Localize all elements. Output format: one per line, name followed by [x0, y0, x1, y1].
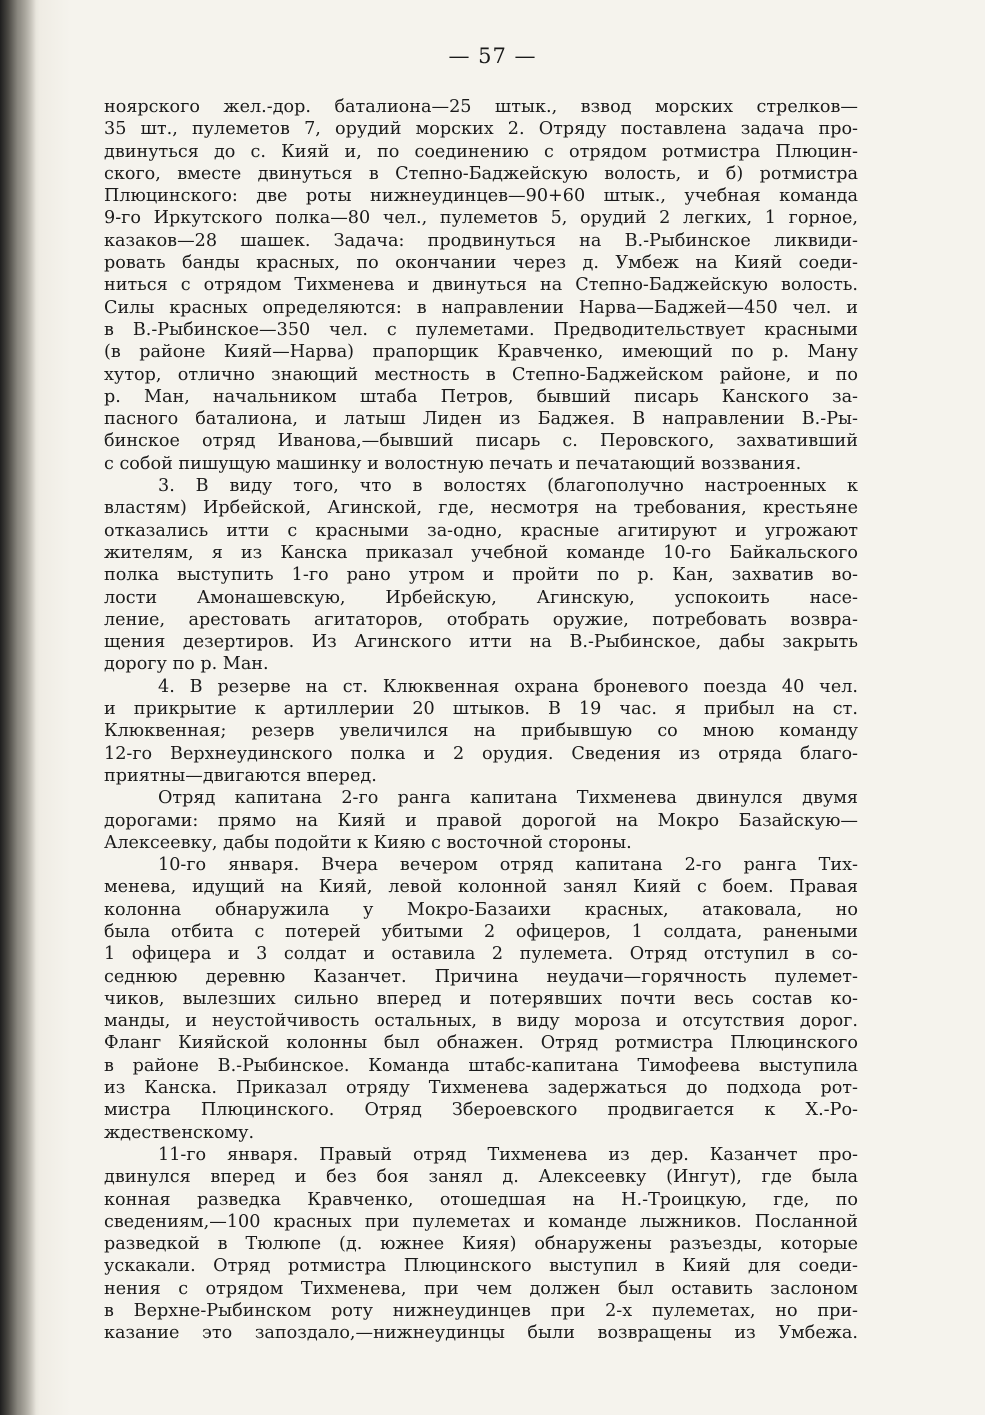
text-line: 1 офицера и 3 солдат и оставила 2 пулемета. Отряд отступил в со-	[104, 944, 858, 965]
text-line: Плюцинского: две роты нижнеудинцев—90+60 штык., учебная команда	[104, 186, 858, 207]
text-line: (в районе Кияй—Нарва) прапорщик Кравченко, имеющий по р. Ману	[104, 342, 858, 363]
text-line: конная разведка Кравченко, отошедшая на Н.-Троицкую, где, по	[104, 1189, 858, 1210]
text-line: 10-го января. Вчера вечером отряд капитана 2-го ранга Тих-	[158, 855, 858, 876]
text-line: дорогу по р. Ман.	[104, 654, 269, 675]
text-line: чиков, вылезших сильно вперед и потерявших почти весь состав ко-	[104, 988, 858, 1009]
text-line: ноярского жел.-дор. баталиона—25 штык., взвод морских стрелков—	[104, 97, 858, 117]
text-line: Силы красных определяются: в направлении Нарва—Баджей—450 чел. и	[104, 297, 858, 318]
text-line: 9-го Иркутского полка—80 чел., пулеметов 5, орудий 2 легких, 1 горное,	[104, 208, 858, 229]
text-line: Клюквенная; резерв увеличился на прибывшую со мною команду	[104, 721, 858, 742]
text-line: полка выступить 1-го рано утром и пройти по р. Кан, захватив во-	[104, 565, 858, 586]
text-line: бинское отряд Иванова,—бывший писарь с. Перовского, захвативший	[104, 431, 858, 452]
text-line: двинуться до с. Кияй и, по соединению с отрядом ротмистра Плюцин-	[104, 141, 858, 162]
text-line: манды, и неустойчивость остальных, в виду мороза и отсутствия дорог.	[104, 1011, 858, 1032]
text-line: пасного баталиона, и латыш Лиден из Баджея. В направлении В.-Ры-	[104, 409, 858, 430]
text-line: хутор, отлично знающий местность в Степно-Баджейском районе, и по	[104, 364, 858, 385]
text-line: р. Ман, начальником штаба Петров, бывший писарь Канского за-	[104, 386, 858, 407]
text-line: в Верхне-Рыбинском роту нижнеудинцев при 2-х пулеметах, но при-	[104, 1301, 858, 1322]
text-line: двинулся вперед и без боя занял д. Алексеевку (Ингут), где была	[104, 1167, 858, 1188]
text-line: в районе В.-Рыбинское. Команда штабс-капитана Тимофеева выступила	[104, 1055, 858, 1076]
text-line: 12-го Верхнеудинского полка и 2 орудия. Сведения из отряда благо-	[104, 743, 858, 764]
page-body-text	[104, 96, 858, 1345]
text-line: с собой пишущую машинку и волостную печать и печатающий воззвания.	[104, 453, 802, 474]
text-line: лости Амонашевскую, Ирбейскую, Агинскую, успокоить насе-	[104, 587, 858, 608]
text-line: ского, вместе двинуться в Степно-Баджейскую волость, и б) ротмистра	[104, 163, 858, 184]
text-line: 3. В виду того, что в волостях (благополучно настроенных к	[158, 476, 858, 497]
text-line: Фланг Кияйской колонны был обнажен. Отряд ротмистра Плюцинского	[104, 1033, 858, 1054]
text-line: из Канска. Приказал отряду Тихменева задержаться до подхода рот-	[104, 1078, 858, 1099]
text-line: 4. В резерве на ст. Клюквенная охрана броневого поезда 40 чел.	[158, 676, 858, 697]
text-line: и прикрытие к артиллерии 20 штыков. В 19 час. я прибыл на ст.	[104, 699, 858, 720]
text-line: ждественскому.	[104, 1122, 255, 1143]
text-line: властям) Ирбейской, Агинской, где, несмотря на требования, крестьяне	[104, 498, 858, 519]
text-line: в В.-Рыбинское—350 чел. с пулеметами. Предводительствует красными	[104, 319, 858, 340]
text-line: колонна обнаружила у Мокро-Базаихи красных, атаковала, но	[104, 899, 858, 920]
text-line: казание это запоздало,—нижнеудинцы были возвращены из Умбежа.	[104, 1323, 858, 1344]
text-line: ниться с отрядом Тихменева и двинуться на Степно-Баджейскую волость.	[104, 275, 858, 296]
text-line: жителям, я из Канска приказал учебной команде 10-го Байкальского	[104, 542, 858, 563]
text-line: щения дезертиров. Из Агинского итти на В.-Рыбинское, дабы закрыть	[104, 632, 858, 653]
text-line: 11-го января. Правый отряд Тихменева из дер. Казанчет про-	[158, 1144, 858, 1165]
text-line: разведкой в Тюлюпе (д. южнее Кияя) обнаружены разъезды, которые	[104, 1234, 858, 1255]
text-line: Отряд капитана 2-го ранга капитана Тихменева двинулся двумя	[158, 788, 858, 809]
book-spine-shadow	[0, 0, 36, 1415]
text-line: Алексеевку, дабы подойти к Кияю с восточной стороны.	[104, 832, 632, 853]
text-line: отказались итти с красными за-одно, красные агитируют и угрожают	[104, 520, 858, 541]
page-number: — 57 —	[448, 44, 537, 68]
text-line: приятны—двигаются вперед.	[104, 765, 377, 786]
text-line: нения с отрядом Тихменева, при чем должен был оставить заслоном	[104, 1278, 858, 1299]
text-line: ускакали. Отряд ротмистра Плюцинского выступил в Кияй для соеди-	[104, 1256, 858, 1277]
text-line: была отбита с потерей убитыми 2 офицеров, 1 солдата, ранеными	[104, 921, 858, 942]
text-line: мистра Плюцинского. Отряд Збероевского продвигается к Х.-Ро-	[104, 1100, 858, 1121]
text-line: менева, идущий на Кияй, левой колонной занял Кияй с боем. Правая	[104, 877, 858, 898]
text-line: дорогами: прямо на Кияй и правой дорогой на Мокро Базайскую—	[104, 810, 858, 831]
text-line: ровать банды красных, по окончании через д. Умбеж на Кияй соеди-	[104, 253, 858, 274]
text-line: седнюю деревню Казанчет. Причина неудачи—горячность пулемет-	[104, 966, 858, 987]
text-line: сведениям,—100 красных при пулеметах и команде лыжников. Посланной	[104, 1211, 858, 1232]
text-line: ление, арестовать агитаторов, отобрать оружие, потребовать возвра-	[104, 609, 858, 630]
text-line: 35 шт., пулеметов 7, орудий морских 2. Отряду поставлена задача про-	[104, 119, 858, 140]
text-line: казаков—28 шашек. Задача: продвинуться на В.-Рыбинское ликвиди-	[104, 230, 858, 251]
